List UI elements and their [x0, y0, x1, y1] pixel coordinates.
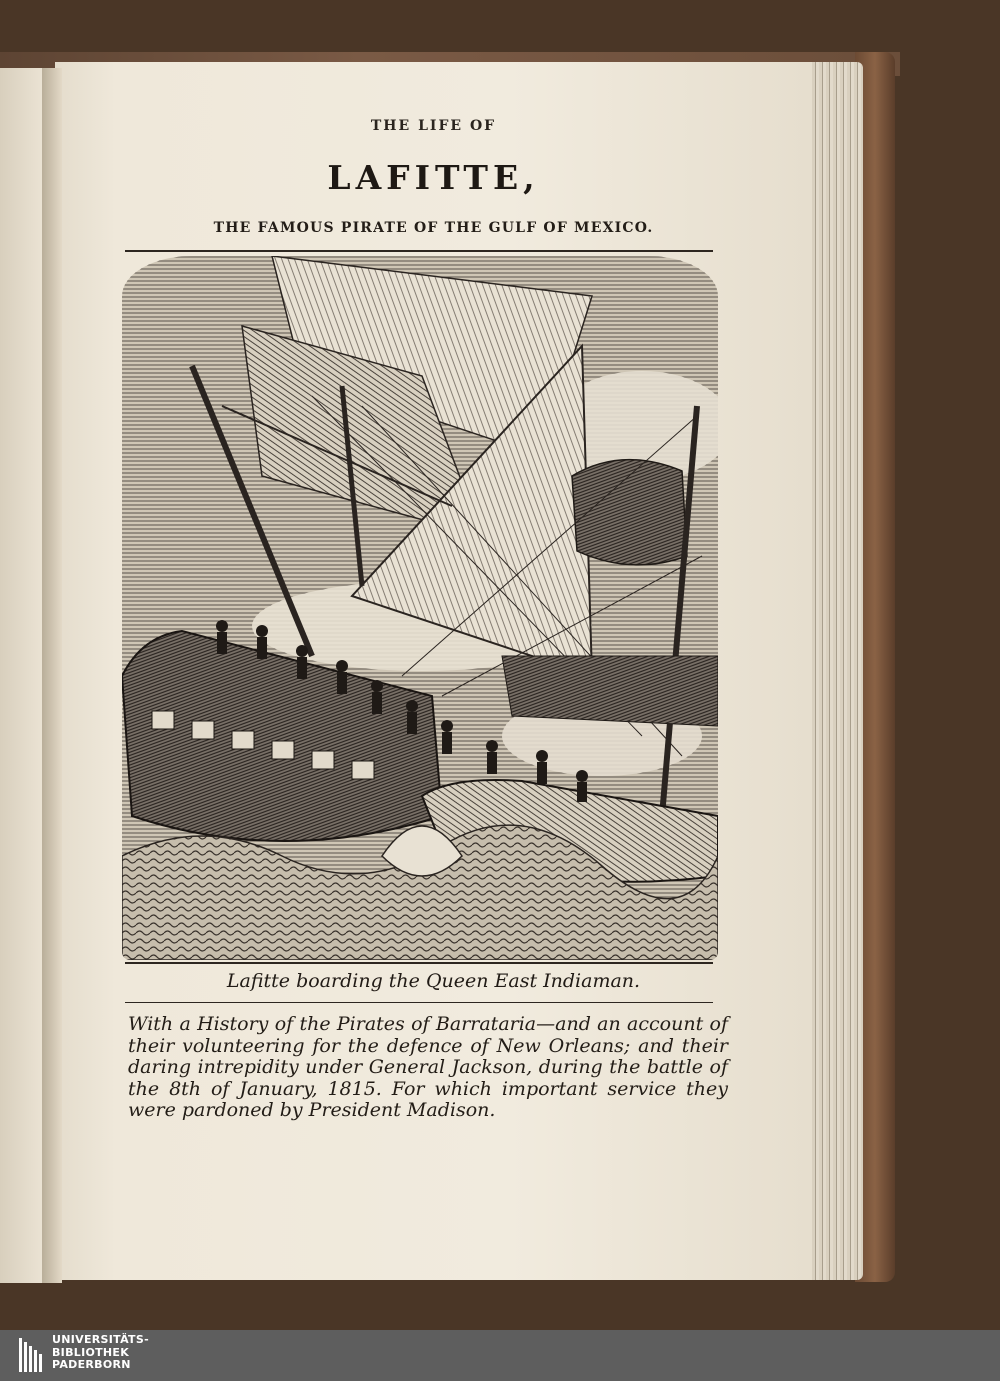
library-logo-icon [18, 1336, 44, 1374]
title-page-description: With a History of the Pirates of Barrataria—and an account of their volunteering for the defence of New Orleans; and their daring intrepidity under General Jackson, during the battle of the 8th of January, 1815. For which important service they were pardoned by President Madison. [128, 1013, 728, 1121]
rule-below-caption [125, 1002, 713, 1003]
main-title: LAFITTE, [327, 158, 540, 197]
logo-line-1: UNIVERSITÄTS- [52, 1333, 149, 1346]
library-footer-bar [0, 1330, 1000, 1381]
subtitle: THE FAMOUS PIRATE OF THE GULF OF MEXICO. [213, 220, 654, 236]
rule-top [125, 250, 713, 252]
library-logo-text [52, 1334, 149, 1372]
logo-line-2: BIBLIOTHEK [52, 1345, 130, 1359]
ship-boarding-engraving [122, 256, 718, 960]
rule-above-caption [125, 962, 713, 964]
illustration-caption: Lafitte boarding the Queen East Indiaman. [226, 970, 641, 992]
logo-line-3: PADERBORN [52, 1358, 131, 1371]
running-title: THE LIFE OF [370, 118, 497, 134]
book-gutter [42, 68, 62, 1283]
page-stack-edges [805, 62, 863, 1280]
